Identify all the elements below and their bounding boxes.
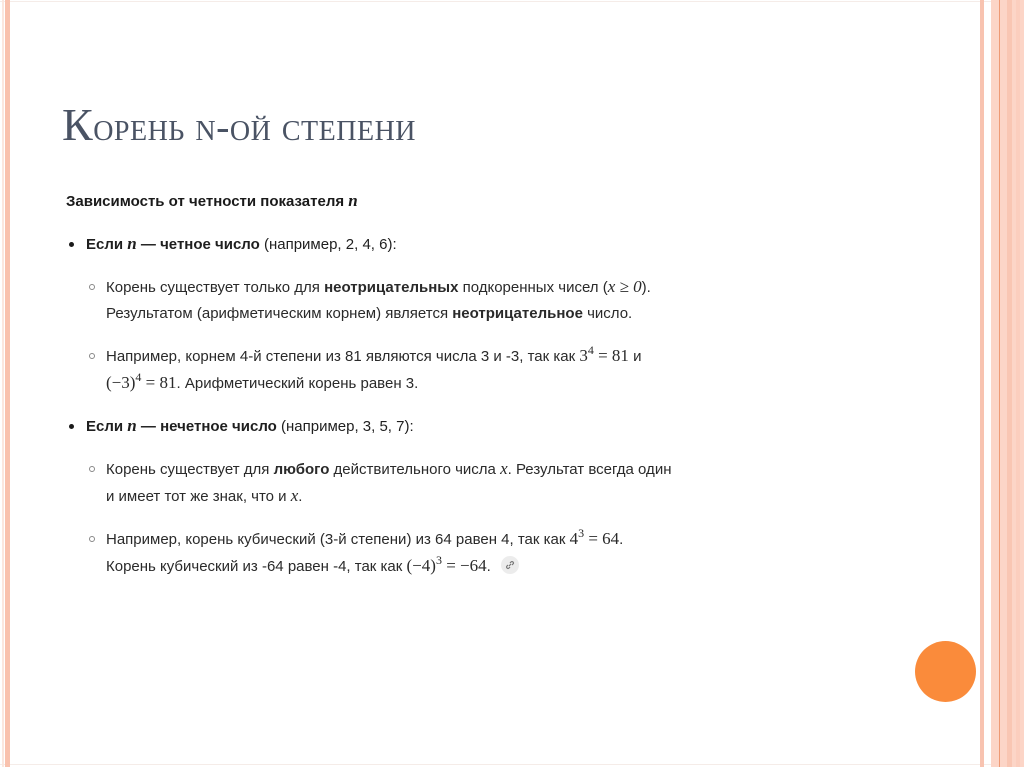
slide-content — [66, 188, 786, 596]
math-x-geq-0: x ≥ 0 — [607, 277, 642, 296]
slide-title: Корень n-ой степени — [62, 99, 417, 150]
math-4-pow-3: $4^3 = 64$ — [569, 526, 620, 548]
sub-item-odd-existence: Корень существует для любого действительного числа x. Результат всегда один и имеет тот же знак, что и x. — [66, 456, 786, 510]
sub-item-even-existence: Корень существует только для неотрицательных подкоренных чисел (x ≥ 0). Результатом (арифметическим корнем) является неотрицательное число. — [66, 274, 786, 327]
math-3-pow-4: $3^4 = 81$ — [579, 343, 629, 365]
math-neg4-pow-3: $(-4)^3 = -64$ — [406, 553, 487, 575]
bullet-even: Если n — четное число (например, 2, 4, 6): — [66, 231, 786, 258]
section-heading: Зависимость от четности показателя n — [66, 191, 358, 210]
bullet-odd: Если n — нечетное число (например, 3, 5, 7): — [66, 413, 786, 440]
variable-n: n — [348, 191, 358, 210]
right-decorative-stripes — [980, 0, 1024, 767]
top-border-line — [0, 1, 1024, 2]
left-decorative-border — [0, 0, 12, 767]
math-neg3-pow-4: $(-3)^4 = 81$ — [106, 370, 177, 392]
link-icon[interactable] — [501, 556, 519, 574]
sub-item-even-example: Например, корнем 4-й степени из 81 являются числа 3 и -3, так как $3^4 = 81$ и $(-3)^4 = 81$. Арифметический корень равен 3. — [66, 343, 786, 397]
decorative-orange-circle — [915, 641, 976, 702]
bottom-border-line — [0, 764, 1024, 765]
sub-item-odd-example: Например, корень кубический (3-й степени) из 64 равен 4, так как $4^3 = 64$. Корень кубический из -64 равен -4, так как $(-4)^3 = -64$. — [66, 526, 786, 580]
